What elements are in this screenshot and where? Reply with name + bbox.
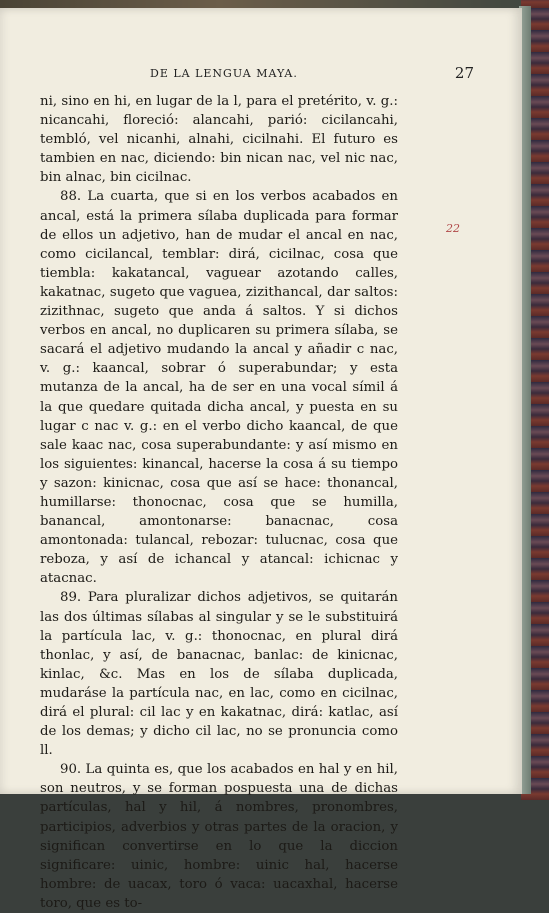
- paragraph-89: 89. Para pluralizar dichos adjetivos, se quitarán las dos últimas sílabas al singular y se le substituirá la partícula lac, v. g.: thonocnac, en plural dirá thonlac, y así, de banacnac, banlac: de kinicnac, kinlac, &c. Mas en los de sílaba duplicada, mudaráse la partícula nac, en lac, como en cicilnac, dirá el plural: cil lac y en kakatnac, dirá: katlac, así de los demas; y dicho cil lac, no se pronuncia como ll.: [40, 590, 398, 759]
- page-number: 27: [454, 64, 474, 82]
- paragraph-90: 90. La quinta es, que los acabados en hal y en hil, son neutros, y se forman pospuesta una de dichas partículas, hal y hil, á nombres, pronombres, participios, adverbios y otras partes de la oracion, y significan convertirse en lo que la diccion significare: uinic, hombre: uinic hal, hacerse hombre: de uacax, toro ó vaca: uacaxhal, hacerse toro, que es to-: [40, 762, 398, 911]
- running-title: DE LA LENGUA MAYA.: [150, 67, 298, 80]
- book-page: [0, 8, 522, 911]
- page-header: [40, 64, 510, 86]
- paragraph-88: 88. La cuarta, que si en los verbos acabados en ancal, está la primera sílaba duplicada para formar de ellos un adjetivo, han de mudar el ancal en nac, como cicilancal, temblar: dirá, cicilnac, cosa que tiembla: kakatancal, vaguear azotando calles, kakatnac, sugeto que vaguea, zizithancal, dar saltos: zizithnac, sugeto que anda á saltos. Y si dichos verbos en ancal, no duplicaren su primera sílaba, se sacará el adjetivo mudando la ancal y añadir c nac, v. g.: kaancal, sobrar ó superabundar; y esta mutanza de la ancal, ha de ser en una vocal símil á la que quedare quitada dicha ancal, y puesta en su lugar c nac v. g.: en el verbo dicho kaancal, de que sale kaac nac, cosa superabundante: y así mismo en los siguientes: kinancal, hacerse la cosa á su tiempo y sazon: kinicnac, cosa que así se hace: thonancal, humillarse: thonocnac, cosa que se humilla, banancal, amontonarse: banacnac, cosa amontonada: tulancal, rebozar: tulucnac, cosa que reboza, y así de ichancal y atancal: ichicnac y atacnac.: [40, 189, 398, 587]
- margin-annotation: 22: [446, 222, 460, 235]
- paragraph-continued: ni, sino en hi, en lugar de la l, para el pretérito, v. g.: nicancahi, floreció: alancahi, parió: cicilancahi, tembló, vel nicanhi, alnahi, cicilnahi. El futuro es tambien en nac, diciendo: bin nican nac, vel nic nac, bin alnac, bin cicilnac.: [40, 94, 398, 186]
- body-text: [40, 92, 398, 913]
